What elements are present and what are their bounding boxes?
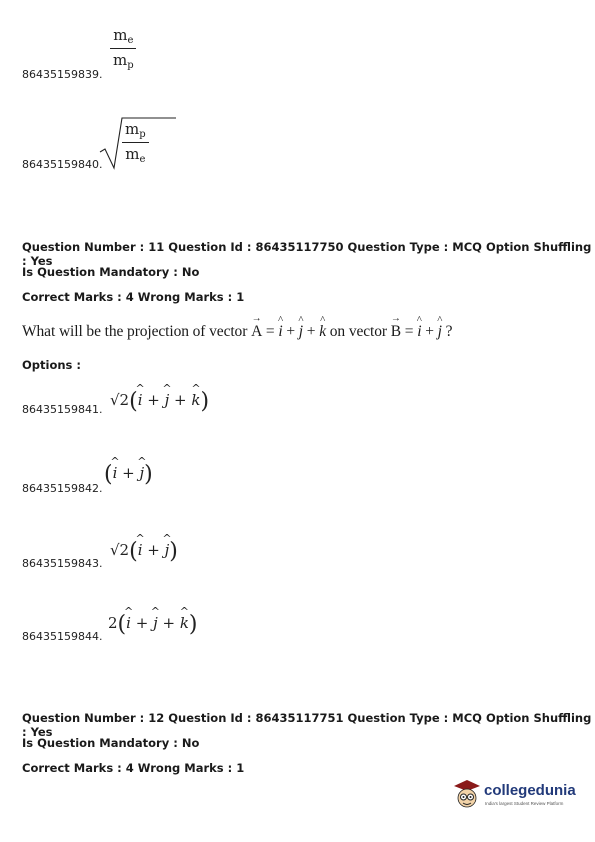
option-expression: 2(^ i + ^ j + ^ k) [108, 612, 198, 637]
vector-A-symbol: → A [251, 323, 262, 341]
question-text-middle: on vector [329, 323, 387, 340]
logo-name: collegedunia [484, 782, 576, 799]
option-840[interactable] [22, 112, 322, 174]
question-11-mandatory: Is Question Mandatory : No [22, 265, 200, 279]
option-839[interactable] [22, 22, 322, 82]
option-id: 86435159841. [22, 403, 103, 416]
question-12-header: Question Number : 12 Question Id : 86435117751 Question Type : MCQ Option Shuffling : Yes [22, 711, 592, 739]
question-11-header: Question Number : 11 Question Id : 86435117750 Question Type : MCQ Option Shuffling : Yes [22, 240, 592, 268]
option-id: 86435159839. [22, 68, 103, 81]
unit-j: ^ j [299, 323, 303, 341]
option-expression: √2(^ i + ^ j) [110, 539, 178, 564]
unit-i: ^ i [278, 323, 282, 341]
question-12-mandatory: Is Question Mandatory : No [22, 736, 200, 750]
logo-tagline: India's largest Student Review Platform [485, 801, 564, 806]
option-844[interactable] [22, 610, 322, 650]
question-11-text: What will be the projection of vector → A = ^ i + ^ j + ^ k on vector → B = ^ i + ^ j ? [22, 323, 452, 341]
unit-k: ^ k [319, 323, 326, 341]
fraction-me-over-mp: $\frac{m_e}{m_p}$ [110, 28, 137, 71]
option-id: 86435159842. [22, 482, 103, 495]
unit-i: ^ i [417, 323, 421, 341]
option-id: 86435159844. [22, 630, 103, 643]
question-11-marks: Correct Marks : 4 Wrong Marks : 1 [22, 290, 245, 304]
option-id: 86435159843. [22, 557, 103, 570]
question-12-marks: Correct Marks : 4 Wrong Marks : 1 [22, 761, 245, 775]
options-label: Options : [22, 358, 81, 372]
option-842[interactable] [22, 460, 322, 500]
graduate-mascot-icon [452, 778, 482, 810]
option-expression: (^ i + ^ j) [104, 462, 153, 487]
unit-j: ^ j [438, 323, 442, 341]
option-841[interactable] [22, 385, 322, 425]
fraction-mp-over-me: $\frac{m_p}{m_e}$ [122, 122, 149, 165]
collegedunia-logo [452, 778, 577, 812]
option-expression: √2(^ i + ^ j + ^ k) [110, 389, 209, 414]
option-843[interactable] [22, 537, 322, 577]
question-text-start: What will be the projection of vector [22, 323, 248, 340]
option-id: 86435159840. [22, 158, 103, 171]
question-text-end: ? [445, 323, 453, 340]
vector-B-symbol: → B [391, 323, 401, 341]
